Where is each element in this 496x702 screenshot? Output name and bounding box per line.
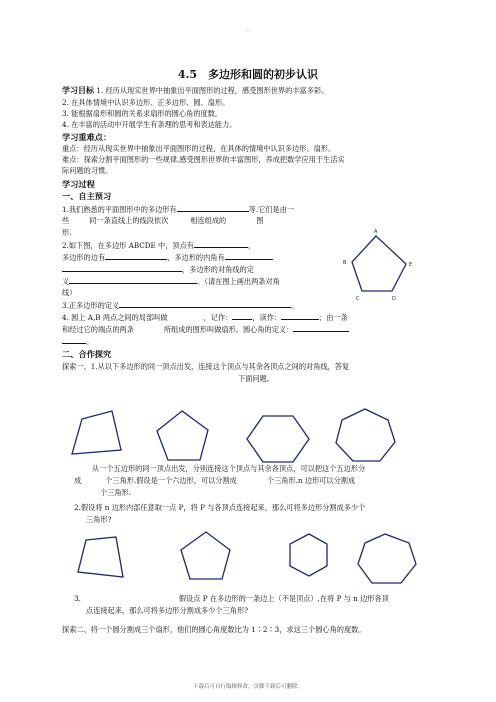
question-text: ，读作： — [252, 313, 282, 322]
explore-3-line-2: 点连接起来，那么可将多边形分割成多少个三角形? — [86, 606, 248, 615]
question-text: ，记作： — [203, 313, 233, 322]
explore-2-line-1: 2.假设将 n 边形内部任意取一点 P，将 P 与各顶点连接起来，那么可将多边形分割成多少个 — [74, 503, 366, 512]
question-text: 3.正多边形的定义 — [62, 301, 120, 310]
explore-1-line-3: 从一个五边形的同一顶点出发，分别连接这个顶点与其余各顶点，可以把这个五边形分 — [92, 464, 366, 473]
question-text: 所组成的图形叫做扇形。圆心角的定义： — [163, 325, 294, 334]
vertex-label-a: A — [374, 229, 378, 235]
blank[interactable] — [105, 252, 167, 260]
question-text: 3. — [74, 594, 81, 603]
explore-3-line-1 — [74, 594, 389, 603]
question-text: 2.如下图，在多边形 ABCDE 中，顶点有 — [62, 241, 194, 250]
vertex-label-b: B — [343, 260, 347, 266]
question-text: 图 — [256, 216, 264, 225]
heptagon-shape — [336, 409, 395, 461]
blank[interactable] — [119, 300, 291, 308]
page-footer: 下载后可自行编辑修改，页脚下载后可删除。 — [192, 684, 303, 690]
question-text: 同一条直线上的线段依次 — [89, 216, 169, 225]
question-text: 1.我们熟悉的平面图形中的多边形有 — [62, 205, 177, 214]
blank[interactable] — [177, 204, 249, 212]
key-point-line: 难点：探索分割平面图形的一些规律,感受图形世界的丰富图形，养成把数学应用于生活实 — [62, 155, 345, 164]
question-text: 4. 圆上 A,B 两点之间的局部叫做 — [62, 313, 168, 322]
key-point-line: 重点：经历从现实世界中抽象出平面图形的过程，在具体的情境中认识多边形、扇形。 — [62, 144, 336, 153]
question-2-line-2 — [62, 252, 273, 262]
question-2-line-4 — [62, 276, 280, 286]
objective-item: 2. 在具体情境中认识多边形、正多边形、圆、扇形。 — [62, 98, 230, 107]
question-4-line-2 — [62, 324, 349, 334]
process-heading: 学习过程 — [62, 179, 95, 189]
question-text: 相连组成的 — [190, 216, 227, 225]
question-3 — [62, 300, 298, 310]
pentagon-shape — [157, 411, 208, 460]
polygon-row-1 — [70, 404, 420, 466]
explore-1-line-4 — [74, 476, 355, 485]
blank[interactable] — [69, 276, 197, 284]
pentagon-abcde-figure — [340, 228, 420, 308]
objectives-line-1 — [62, 86, 328, 95]
pentagon-shape — [352, 236, 406, 291]
blank[interactable] — [225, 252, 273, 260]
question-text: 个三角形.n 边形可以分割成 — [266, 476, 356, 485]
question-text: ，多边形的对角线的定 — [182, 265, 254, 274]
question-text: 个三角形.假设是一个六边形，可以分割成 — [105, 476, 237, 485]
section1-heading: 一、自主预习 — [62, 191, 112, 201]
polygon-row-2 — [76, 528, 426, 590]
heptagon-shape — [358, 534, 416, 583]
objective-item: 4. 在丰富的活动中开展学生有条理的思考和表达能力。 — [62, 120, 237, 129]
page-title: 4.5 多边形和圆的初步认识 — [177, 68, 319, 81]
explore-2-line-2: 三角形? — [86, 515, 112, 524]
vertex-label-c: C — [356, 296, 360, 302]
question-2-line-3 — [62, 264, 254, 274]
hexagon-shape — [247, 416, 309, 462]
question-text: 。 — [86, 337, 94, 346]
question-1-line-2 — [62, 216, 263, 225]
vertex-label-e: E — [409, 262, 413, 268]
key-point-line: 际问题的习惯。 — [62, 166, 113, 175]
question-text: 和经过它的端点的两条 — [62, 325, 134, 334]
pentagon-shape — [181, 532, 230, 579]
question-2-line-1 — [62, 240, 255, 250]
objectives-label: 学习目标 — [62, 85, 94, 95]
objective-item: 3. 能根据扇形和圆的关系求扇形的圆心角的度数。 — [62, 109, 223, 118]
quadrilateral-shape — [72, 411, 121, 454]
question-text: 。 — [291, 301, 299, 310]
question-text: 些 — [62, 216, 70, 225]
quadrilateral-shape — [78, 537, 123, 577]
objective-item: 1. 经历从现实世界中抽象出平面图形的过程，感受图形世界的丰富多彩。 — [96, 86, 329, 95]
question-text: 假设点 P 在多边形的一条边上（不是顶点）,在将 P 与 n 边形各顶 — [178, 594, 389, 603]
question-text: ，多边形的内角有 — [167, 253, 225, 262]
question-2-line-5: 线） — [62, 288, 77, 297]
blank[interactable] — [232, 312, 252, 320]
question-text: 。（请在图上画出两条对角 — [197, 277, 280, 286]
blank[interactable] — [194, 240, 248, 248]
explore-1-line-1: 探索一、1.从以下多边形的同一顶点出发，连接这个顶点与其余各顶点之间的对角线，答复 — [62, 362, 350, 371]
question-4-line-1 — [62, 312, 348, 322]
question-text: 义 — [62, 277, 70, 286]
explore-4: 探索二、将一个圆分割成三个扇形，他们的圆心角度数比为 1∶2∶3，求这三个圆心角的度数。 — [62, 625, 366, 634]
section2-heading: 二、合作探究 — [62, 349, 112, 359]
blank[interactable] — [293, 324, 349, 332]
question-text: ；由一条 — [319, 313, 348, 322]
top-mark: · — [247, 28, 249, 35]
question-4-line-3 — [62, 336, 93, 346]
question-1-line-1 — [62, 204, 294, 214]
hexagon-shape — [290, 534, 327, 576]
blank[interactable] — [281, 312, 319, 320]
question-text: 成 — [74, 476, 82, 485]
explore-1-line-5: 个三角形. — [100, 488, 132, 497]
explore-1-line-2: 下面问题。 — [238, 374, 274, 383]
question-text: 等.它们是由一 — [248, 205, 295, 214]
question-text: 多边形的边有 — [62, 253, 106, 262]
question-1-line-3: 形. — [62, 228, 72, 237]
blank[interactable] — [62, 336, 86, 344]
key-points-heading: 学习重难点： — [62, 132, 112, 142]
question-text: ， — [247, 241, 256, 250]
vertex-label-d: D — [392, 296, 396, 302]
blank[interactable] — [62, 264, 182, 272]
